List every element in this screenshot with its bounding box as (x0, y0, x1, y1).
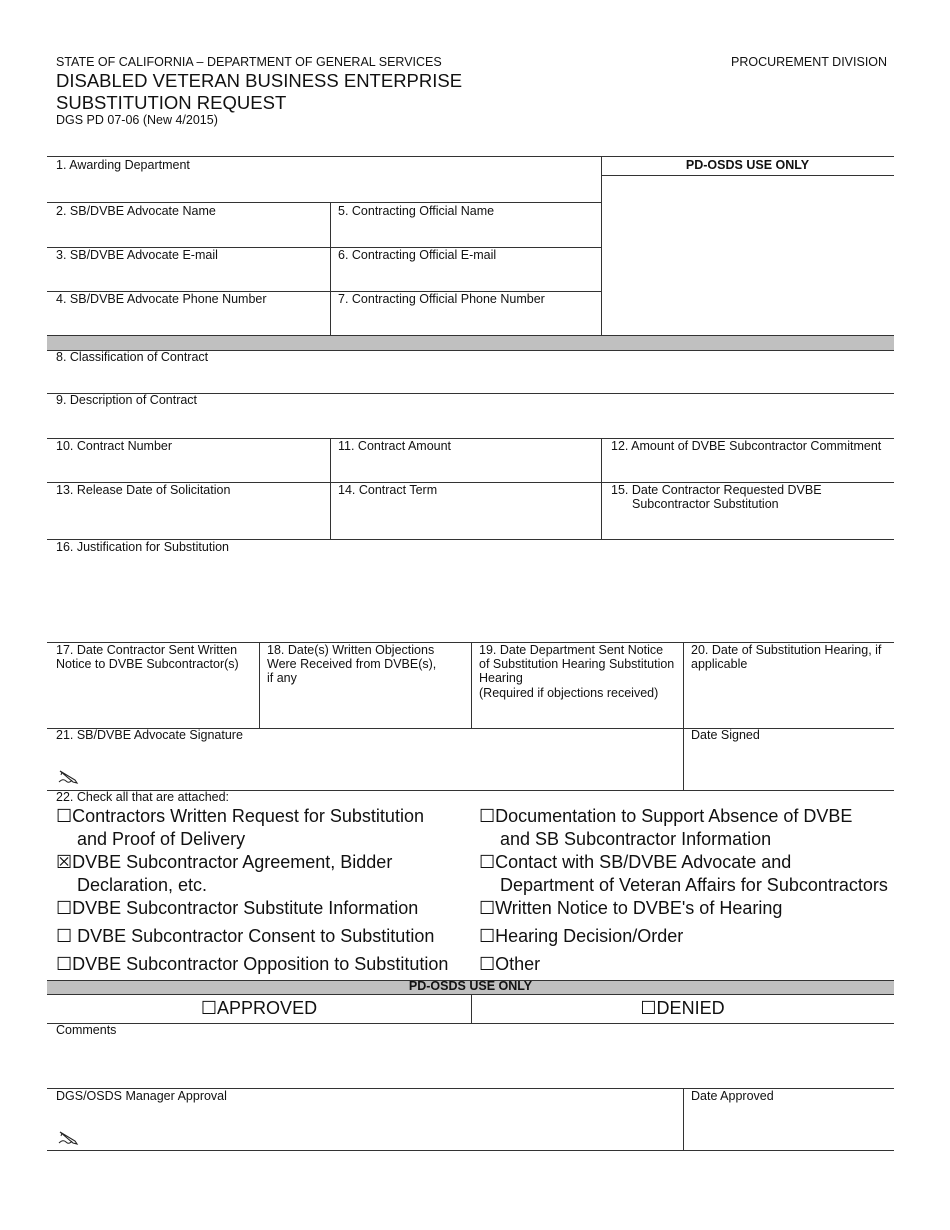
approved-checkbox[interactable]: ☐APPROVED (200, 998, 318, 1018)
field-justification-for-substitution[interactable]: 16. Justification for Substitution (56, 540, 230, 554)
checkbox-unchecked[interactable]: ☐ (479, 954, 496, 974)
checkbox-unchecked[interactable]: ☐ (56, 926, 73, 946)
field-contract-number[interactable]: 10. Contract Number (56, 439, 173, 453)
checkbox-unchecked[interactable]: ☐ (479, 898, 496, 918)
field-date-approved[interactable]: Date Approved (691, 1089, 774, 1103)
attachment-other[interactable]: ☐Other (479, 954, 541, 974)
field-manager-approval[interactable]: DGS/OSDS Manager Approval (56, 1089, 227, 1103)
field-awarding-department[interactable]: 1. Awarding Department (56, 158, 190, 172)
field-contract-term[interactable]: 14. Contract Term (338, 483, 438, 497)
attachment-contact-with-advocate-line2: Department of Veteran Affairs for Subcontractors (500, 875, 888, 895)
field-classification-of-contract[interactable]: 8. Classification of Contract (56, 350, 209, 364)
field-date-hearing-notice-sent-line3: Hearing (479, 671, 523, 685)
field-advocate-email[interactable]: 3. SB/DVBE Advocate E-mail (56, 248, 218, 262)
field-contract-amount[interactable]: 11. Contract Amount (338, 439, 452, 453)
checkbox-unchecked[interactable]: ☐ (479, 926, 496, 946)
field-date-of-substitution-hearing-line2: applicable (691, 657, 748, 671)
attachment-subcontractor-agreement-line2: Declaration, etc. (77, 875, 208, 895)
attachment-absence-documentation[interactable]: ☐Documentation to Support Absence of DVBE (479, 806, 853, 826)
checkbox-unchecked[interactable]: ☐ (479, 806, 496, 826)
field-date-written-notice-sent-line2: Notice to DVBE Subcontractor(s) (56, 657, 239, 671)
field-advocate-signature[interactable]: 21. SB/DVBE Advocate Signature (56, 728, 243, 742)
denied-checkbox[interactable]: ☐DENIED (640, 998, 725, 1018)
agency-name: STATE OF CALIFORNIA – DEPARTMENT OF GENERAL SERVICES (56, 55, 442, 69)
field-date-of-substitution-hearing[interactable]: 20. Date of Substitution Hearing, if (691, 643, 882, 657)
attachment-written-request[interactable]: ☐Contractors Written Request for Substitution (56, 806, 424, 826)
attachment-consent-to-substitution[interactable]: ☐ DVBE Subcontractor Consent to Substitution (56, 926, 435, 946)
form-title-line-2: SUBSTITUTION REQUEST (56, 92, 287, 113)
attachment-contact-with-advocate[interactable]: ☐Contact with SB/DVBE Advocate and (479, 852, 792, 872)
field-date-hearing-notice-sent[interactable]: 19. Date Department Sent Notice (479, 643, 664, 657)
field-dvbe-subcontractor-commitment[interactable]: 12. Amount of DVBE Subcontractor Commitment (611, 439, 882, 453)
field-contracting-official-phone[interactable]: 7. Contracting Official Phone Number (338, 292, 545, 306)
field-contracting-official-email[interactable]: 6. Contracting Official E-mail (338, 248, 497, 262)
checkbox-unchecked[interactable]: ☐ (56, 954, 73, 974)
checkbox-unchecked[interactable]: ☐ (479, 852, 496, 872)
checkbox-unchecked[interactable]: ☐ (56, 898, 73, 918)
attachment-opposition-to-substitution[interactable]: ☐DVBE Subcontractor Opposition to Substitution (56, 954, 449, 974)
field-date-hearing-notice-sent-line4: (Required if objections received) (479, 686, 659, 700)
field-release-date-of-solicitation[interactable]: 13. Release Date of Solicitation (56, 483, 231, 497)
field-date-written-notice-sent[interactable]: 17. Date Contractor Sent Written (56, 643, 238, 657)
field-comments[interactable]: Comments (56, 1023, 117, 1037)
field-advocate-phone[interactable]: 4. SB/DVBE Advocate Phone Number (56, 292, 267, 306)
field-date-written-objections-line2: Were Received from DVBE(s), (267, 657, 437, 671)
checkbox-unchecked[interactable]: ☐ (56, 806, 73, 826)
field-date-contractor-requested-substitution-line2: Subcontractor Substitution (632, 497, 779, 511)
field-description-of-contract[interactable]: 9. Description of Contract (56, 393, 198, 407)
attachment-absence-documentation-line2: and SB Subcontractor Information (500, 829, 772, 849)
attachment-written-request-line2: and Proof of Delivery (77, 829, 246, 849)
attachment-written-notice-of-hearing[interactable]: ☐Written Notice to DVBE's of Hearing (479, 898, 783, 918)
signature-pen-icon (58, 768, 80, 784)
form-id: DGS PD 07-06 (New 4/2015) (56, 113, 218, 127)
field-date-contractor-requested-substitution[interactable]: 15. Date Contractor Requested DVBE (611, 483, 822, 497)
field-date-hearing-notice-sent-line2: of Substitution Hearing Substitution (479, 657, 675, 671)
attachment-hearing-decision[interactable]: ☐Hearing Decision/Order (479, 926, 684, 946)
field-date-written-objections-line3: if any (267, 671, 297, 685)
attachment-substitute-information[interactable]: ☐DVBE Subcontractor Substitute Information (56, 898, 419, 918)
field-date-written-objections[interactable]: 18. Date(s) Written Objections (267, 643, 435, 657)
form-title-line-1: DISABLED VETERAN BUSINESS ENTERPRISE (56, 70, 463, 91)
attachment-subcontractor-agreement[interactable]: ☒DVBE Subcontractor Agreement, Bidder (56, 852, 393, 872)
pdosds-use-only-bottom: PD-OSDS USE ONLY (408, 979, 533, 993)
attachments-heading: 22. Check all that are attached: (56, 790, 230, 804)
division-name: PROCUREMENT DIVISION (731, 55, 888, 69)
section-divider-bar (47, 335, 894, 351)
field-date-signed[interactable]: Date Signed (691, 728, 760, 742)
field-advocate-name[interactable]: 2. SB/DVBE Advocate Name (56, 204, 216, 218)
field-contracting-official-name[interactable]: 5. Contracting Official Name (338, 204, 495, 218)
manager-signature-pen-icon (58, 1129, 80, 1145)
checkbox-checked[interactable]: ☒ (56, 852, 73, 872)
pdosds-use-only-top: PD-OSDS USE ONLY (685, 158, 810, 172)
